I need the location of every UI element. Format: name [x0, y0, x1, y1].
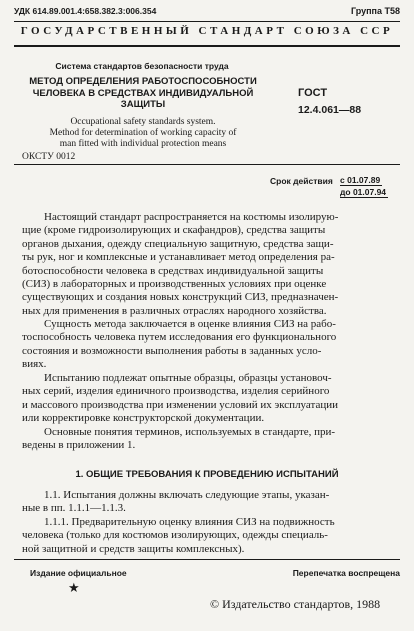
text-line: или корректировке конструкторской документации.	[22, 412, 265, 425]
clause-1-1-1	[22, 516, 392, 556]
validity-to: до 01.07.94	[340, 187, 387, 197]
reprint-notice: Перепечатка воспрещена	[292, 568, 400, 578]
clause-1-1	[22, 489, 392, 516]
text-line: состояния и возможности выполнения работы в заданных усло-	[22, 344, 322, 357]
english-title	[14, 117, 272, 150]
text-line: ной защитной и средств защиты комплексных).	[22, 542, 245, 555]
gost-number: 12.4.061—88	[298, 104, 362, 116]
validity-label: Срок действия	[270, 176, 333, 186]
footer-rule	[14, 559, 400, 560]
text-line: щие (кроме гидроизолирующих и скафандров), средства защиты	[22, 224, 326, 237]
state-standard-title: ГОСУДАРСТВЕННЫЙ СТАНДАРТ СОЮЗА ССР	[20, 25, 394, 37]
testing-subject-paragraph	[22, 372, 392, 426]
english-line: Occupational safety standards system.	[70, 117, 216, 127]
header-rule-top	[14, 21, 400, 22]
text-line: ботоспособности человека в средствах индивидуальной защиты	[22, 264, 324, 277]
validity-from: с 01.07.89	[340, 175, 381, 185]
star-icon: ★	[68, 580, 80, 595]
text-line: Настоящий стандарт распространяется на костюмы изолирую-	[44, 211, 339, 223]
text-line: человека (только для костюмов изолирующих, одежды специаль-	[22, 529, 328, 542]
title-line: МЕТОД ОПРЕДЕЛЕНИЯ РАБОТОСПОСОБНОСТИ	[29, 76, 257, 87]
text-line: ведены в приложении 1.	[22, 439, 136, 452]
text-line: (СИЗ) в лабораторных и производственных условиях при оценке	[22, 278, 327, 291]
english-line: man fitted with individual protection means	[59, 139, 227, 149]
terms-paragraph	[22, 426, 392, 453]
official-edition: Издание официальное	[30, 568, 127, 578]
okstu-code: ОКСТУ 0012	[22, 152, 76, 162]
text-line: виях.	[22, 358, 47, 371]
standard-title	[14, 76, 272, 111]
gost-label: ГОСТ	[298, 87, 328, 99]
section-heading: 1. ОБЩИЕ ТРЕБОВАНИЯ К ПРОВЕДЕНИЮ ИСПЫТАНИЙ	[75, 469, 339, 480]
group-code: Группа Т58	[350, 6, 400, 16]
system-name: Система стандартов безопасности труда	[55, 61, 229, 71]
method-essence-paragraph	[22, 318, 392, 372]
text-line: ных серий, изделия единичного производства, изделия серийного	[22, 385, 330, 398]
text-line: Сущность метода заключается в оценке влияния СИЗ на рабо-	[44, 318, 336, 330]
text-line: 1.1.1. Предварительную оценку влияния СИЗ на подвижность	[44, 516, 335, 528]
text-line: ты рук, ног и комплексные и устанавливает метод определения ра-	[22, 251, 335, 264]
text-line: ные в пп. 1.1.1—1.1.3.	[22, 502, 126, 515]
udk-code: УДК 614.89.001.4:658.382.3:006.354	[14, 6, 157, 16]
text-line: и массового производства при изменении условий их эксплуатации	[22, 398, 338, 411]
text-line: Испытанию подлежат опытные образцы, образцы установоч-	[44, 372, 332, 384]
title-line: ЧЕЛОВЕКА В СРЕДСТВАХ ИНДИВИДУАЛЬНОЙ	[32, 87, 254, 99]
intro-paragraph	[22, 211, 392, 318]
text-line: ных для применения в различных отраслях народного хозяйства.	[22, 304, 327, 317]
text-line: 1.1. Испытания должны включать следующие этапы, указан-	[44, 489, 330, 501]
text-line: Основные понятия терминов, используемых в стандарте, при-	[44, 426, 336, 438]
copyright: © Издательство стандартов, 1988	[210, 597, 381, 611]
header-rule-bottom	[14, 45, 400, 47]
text-line: тоспособность человека путем исследования его функционального	[22, 331, 337, 344]
text-line: органов дыхания, одежду специальную защитную, средства защи-	[22, 237, 334, 250]
english-line: Method for determination of working capacity of	[49, 128, 237, 138]
text-line: существующих и создания новых конструкций СИЗ, предназначен-	[22, 291, 339, 304]
title-block-rule	[14, 164, 400, 165]
title-line: ЗАЩИТЫ	[120, 99, 166, 110]
